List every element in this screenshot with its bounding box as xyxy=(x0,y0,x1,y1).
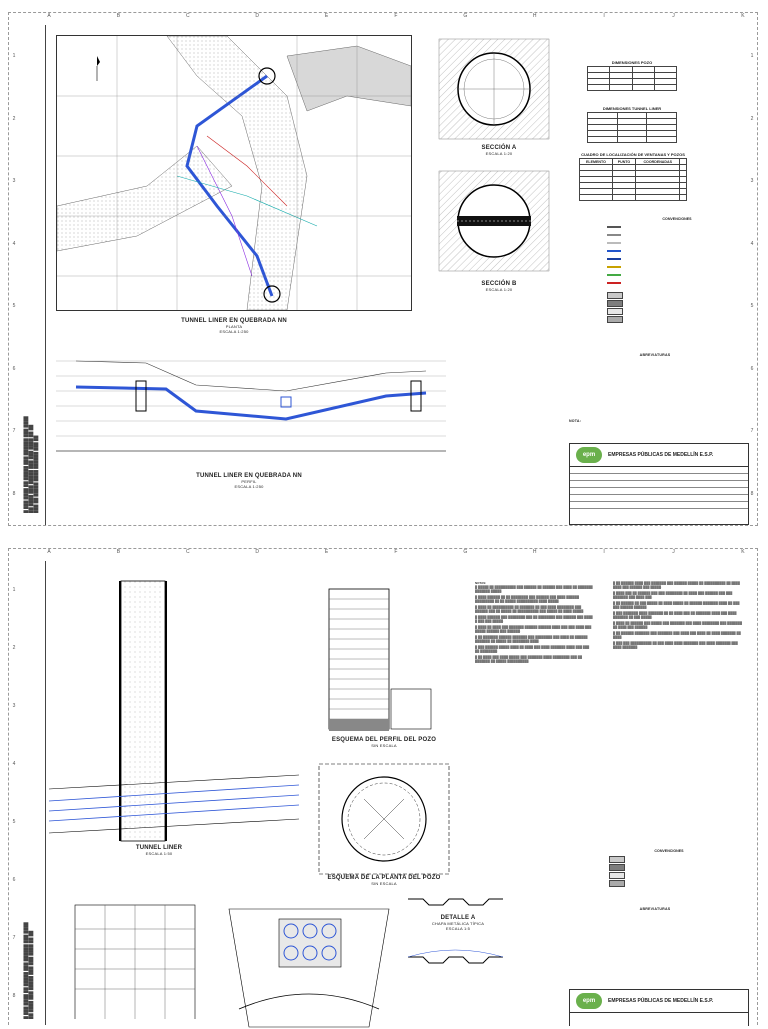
grid-column-label: C xyxy=(185,549,190,555)
grid-column-label: J xyxy=(672,549,675,555)
plan-view-panel xyxy=(56,35,412,311)
legend-title: CONVENCIONES xyxy=(662,217,692,221)
pozo-table-cell xyxy=(632,85,654,91)
legend-hatch-item xyxy=(609,879,729,887)
grid-row-label: 7 xyxy=(12,935,16,941)
column-grid-labels-2 xyxy=(45,549,747,561)
grid-row-label: 8 xyxy=(12,993,16,999)
grid-column-label: H xyxy=(532,13,537,19)
grid-column-label: A xyxy=(47,13,51,19)
grid-row-label: 6 xyxy=(750,365,754,372)
pozo-table-cell xyxy=(588,85,610,91)
legend-hatch-item xyxy=(607,307,747,315)
legend-hatch-swatch xyxy=(607,308,623,315)
row-grid-labels-left xyxy=(9,25,19,525)
grid-column-label: B xyxy=(116,13,121,19)
legend-hatch-item xyxy=(607,315,747,323)
locations-table-header: PUNTO xyxy=(612,159,635,165)
title-block-row xyxy=(570,474,748,481)
grid-column-label: G xyxy=(463,13,468,19)
legend-swatch xyxy=(607,274,621,276)
legend-swatch xyxy=(607,266,621,268)
legend-swatch xyxy=(607,250,621,252)
section-a-drawing xyxy=(433,33,573,153)
pozo-table-row xyxy=(588,85,677,91)
title-block-row xyxy=(570,502,748,509)
tunnel-liner-drawing xyxy=(49,571,299,851)
legend-item xyxy=(607,279,747,287)
grid-row-label: 4 xyxy=(12,761,16,767)
drawing-sheet-1 xyxy=(8,12,758,526)
legend-swatch xyxy=(607,226,621,228)
profile-view-drawing xyxy=(56,351,446,467)
pozo-plan-title: ESQUEMA DE LA PLANTA DEL POZO SIN ESCALA xyxy=(327,875,441,886)
grid-column-label: H xyxy=(532,549,537,555)
title-block-sheet-1 xyxy=(569,443,749,525)
locations-table-cell xyxy=(612,195,635,201)
grid-row-label: 4 xyxy=(750,240,754,247)
grid-row-label: 1 xyxy=(12,53,16,60)
table-tunnel-dimensions: DIMENSIONES TUNNEL LINER xyxy=(587,105,677,143)
abbreviations-title: ABREVIATURAS xyxy=(639,353,671,357)
grid-column-label: K xyxy=(741,549,745,555)
grid-column-label: A xyxy=(47,549,51,555)
locations-table-cell xyxy=(680,195,687,201)
grid-row-label: 3 xyxy=(750,178,754,185)
tunnel-table-cell xyxy=(617,137,647,143)
grid-row-label: 6 xyxy=(12,365,16,372)
grid-row-label: 2 xyxy=(750,115,754,122)
section-a-label: SECCIÓN A ESCALA 1:20 xyxy=(481,145,517,156)
pipe-array-drawing xyxy=(219,889,399,1029)
legend-item xyxy=(607,231,747,239)
column-grid-labels xyxy=(45,13,747,25)
grid-column-label: E xyxy=(324,13,329,19)
row-grid-labels-left-2 xyxy=(9,561,19,1025)
grid-row-label: 3 xyxy=(12,178,16,185)
grid-column-label: D xyxy=(255,549,259,555)
grid-column-label: C xyxy=(185,13,190,19)
tunnel-table-cell xyxy=(588,137,618,143)
legend-hatch-swatch xyxy=(609,856,625,863)
grid-row-label: 5 xyxy=(12,303,16,310)
section-b-label: SECCIÓN B ESCALA 1:20 xyxy=(481,281,517,292)
tunnel-table-row xyxy=(588,137,677,143)
title-block-sheet-2 xyxy=(569,989,749,1026)
abbreviations-title-2: ABREVIATURAS xyxy=(639,907,671,911)
legend-hatch-swatch xyxy=(609,864,625,871)
legend-hatch-swatch xyxy=(607,300,623,307)
legend-hatch-swatch xyxy=(607,292,623,299)
legend-hatch-item xyxy=(609,863,729,871)
plan-view-drawing xyxy=(57,36,411,310)
note-title: NOTA: xyxy=(569,419,582,423)
legend-swatch xyxy=(607,258,621,260)
grid-row-label: 8 xyxy=(750,490,754,497)
legend-block xyxy=(607,217,747,323)
tunnel-liner-title: TUNNEL LINER ESCALA 1:50 xyxy=(135,845,183,856)
sidebar-copyright-text-2: █ ███ ████ ██ █████ ███ ██████ ███ ████ ██ ████ ███ █████ ███ ███ ████ ██ ██ xyxy=(23,922,33,1019)
legend-item xyxy=(607,263,747,271)
drawing-sheet-2 xyxy=(8,548,758,1025)
notes-column-1: NOTAS: █ █████ ██ ██████████ ███ ██████ ██ ██████ ███ ████ ██ ███████ ███████ █████. █ ████ ██████ ██ ██ ████████ ███ ██████ ███ ████ ██████ █████████ ██ ██ █████ ██████████ ████ █████. █ ████ ██ ██████████ ██ ███████ ██ ███ ████ ████████ ███ ██████ ███ ██ █████ ██ ██████████ ███ █████ ██ ████ █████. █ ████ ██████ ███ ████████ ███ ██ ████████ ███ ██████ ███ ████ █ ███ ███ █████. █ ████ ██ ████ ███ ███████ ██████ ██████ ████ ███ ███ ████ ███ █████ ██████ ███ ██████. █ ██ ███████ ██████ ███████ ███ ████████ ███ ████ ██ ██████ ███████ ██ █████ ██ ████████ ████. █ ███ ██████ █████ ████ ██ ████ ███ ████ ███████ ████ ███ ███ ██ ████████. █ ██ ████ ███ ████ █████ ███ ███████ ████ ████████ ███ ██ ███████ ██ █████ ██████████. xyxy=(475,581,593,663)
sidebar-copyright-text: █ ███ ████ ██ █████ ███ ██████ ███ ████ ██ ████ ███ █████ ███ ███ ████ ██ ██ ███ ██ █████ ████ ██████ ███ ██ xyxy=(23,416,38,513)
legend-item xyxy=(607,247,747,255)
grid-column-label: K xyxy=(741,13,745,19)
grid-column-label: I xyxy=(603,549,605,555)
company-name-2: EMPRESAS PÚBLICAS DE MEDELLÍN E.S.P. xyxy=(608,998,714,1004)
legend-hatch-swatch xyxy=(609,872,625,879)
grid-row-label: 8 xyxy=(12,490,16,497)
pozo-table-cell xyxy=(654,85,676,91)
grid-row-label: 3 xyxy=(12,703,16,709)
grid-column-label: J xyxy=(672,13,675,19)
legend-hatch-item xyxy=(607,291,747,299)
company-name: EMPRESAS PÚBLICAS DE MEDELLÍN E.S.P. xyxy=(608,452,714,458)
legend-swatch xyxy=(607,282,621,284)
locations-table-cell xyxy=(580,195,613,201)
notes-title: NOTAS: xyxy=(475,581,487,585)
section-b-drawing xyxy=(433,165,573,285)
locations-table-header: COORDENADAS xyxy=(636,159,680,165)
grid-column-label: G xyxy=(463,549,468,555)
legend-item xyxy=(607,239,747,247)
pozo-table-cell xyxy=(610,85,632,91)
legend-swatch xyxy=(607,234,621,236)
table-pozo-dimensions: DIMENSIONES POZO xyxy=(587,59,677,91)
epm-logo-2: epm xyxy=(576,993,602,1009)
locations-table-row xyxy=(580,195,687,201)
pozo-profile-drawing xyxy=(299,579,459,739)
epm-logo: epm xyxy=(576,447,602,463)
title-block-row xyxy=(570,481,748,488)
locations-table-cell xyxy=(636,195,680,201)
grid-row-label: 1 xyxy=(12,587,16,593)
legend-swatch xyxy=(607,242,621,244)
plan-title: TUNNEL LINER EN QUEBRADA NN PLANTA ESCALA 1:250 xyxy=(181,318,287,334)
grid-column-label: B xyxy=(116,549,121,555)
profile-title: TUNNEL LINER EN QUEBRADA NN PERFIL ESCALA 1:250 xyxy=(196,473,302,489)
grid-column-label: E xyxy=(324,549,329,555)
grid-column-label: D xyxy=(255,13,259,19)
grid-row-label: 4 xyxy=(12,240,16,247)
locations-table-header: ELEMENTO xyxy=(580,159,613,165)
legend-hatch-swatch xyxy=(607,316,623,323)
detail-a-drawing xyxy=(403,887,513,977)
legend-hatch-swatch xyxy=(609,880,625,887)
grid-row-label: 1 xyxy=(750,53,754,60)
grid-column-label: F xyxy=(394,549,398,555)
grid-column-label: I xyxy=(603,13,605,19)
pozo-plan-drawing xyxy=(309,759,459,879)
grid-row-label: 2 xyxy=(12,645,16,651)
grid-row-label: 7 xyxy=(750,428,754,435)
tunnel-grid-drawing xyxy=(65,889,215,1019)
profile-view-panel xyxy=(56,351,446,467)
legend-hatch-item xyxy=(609,871,729,879)
title-block-row xyxy=(570,467,748,474)
legend-block-2 xyxy=(609,849,729,887)
detail-a-title: DETALLE A CHAPA METÁLICA TÍPICA ESCALA 1:5 xyxy=(431,915,485,931)
legend-item xyxy=(607,271,747,279)
legend-hatch-item xyxy=(609,855,729,863)
legend-title-2: CONVENCIONES xyxy=(654,849,684,853)
grid-row-label: 5 xyxy=(12,819,16,825)
legend-item xyxy=(607,255,747,263)
grid-row-label: 5 xyxy=(750,303,754,310)
grid-row-label: 2 xyxy=(12,115,16,122)
grid-row-label: 6 xyxy=(12,877,16,883)
tunnel-table-cell xyxy=(647,137,677,143)
notes-column-2: █ ██ ██████ ████ ███ ███████ ███ ██████ █████ ██ ██████████ ██ ████ ████ ███ ██████ ███ █████. █ ████ ███ ██ ██████ ███ ███ ████████ ██ ████ ███ ██████ ███ ███ ███████ ███ ████ ███. █ ██ ██████ ██ ███ █████ ██ ████ █████ ██ ██████ ███████ ████ ██ ███ ███ ██████ ██████. █ ███ ███████ ████ ███████ ██ ██ ████ ███ ██ ███████ ████ ███ ████ ███████ ██ ███ █████. █ ████ ██ ██████ ███ █████ ███ ███████ ███ ████ ████████ ███ ███████ ██ ████ ███ ██████. █ ██ ██████ ███████ ███ ███████ ███ ████ ███ ████ ██ ████ ███████ ██ ████. █ ███ ███ ██████████ ██ ███ ████ ████ ███████ ███ ████ ███████ ███ ████ ███████. xyxy=(613,581,743,649)
grid-row-label: 7 xyxy=(12,428,16,435)
legend-item xyxy=(607,223,747,231)
pozo-profile-title: ESQUEMA DEL PERFIL DEL POZO SIN ESCALA xyxy=(331,737,437,748)
grid-column-label: F xyxy=(394,13,398,19)
legend-hatch-item xyxy=(607,299,747,307)
title-block-row xyxy=(570,495,748,502)
table-locations: CUADRO DE LOCALIZACIÓN DE VENTANAS Y POZOS ELEMENTO PUNTO COORDENADAS xyxy=(579,151,687,201)
title-block-row xyxy=(570,488,748,495)
